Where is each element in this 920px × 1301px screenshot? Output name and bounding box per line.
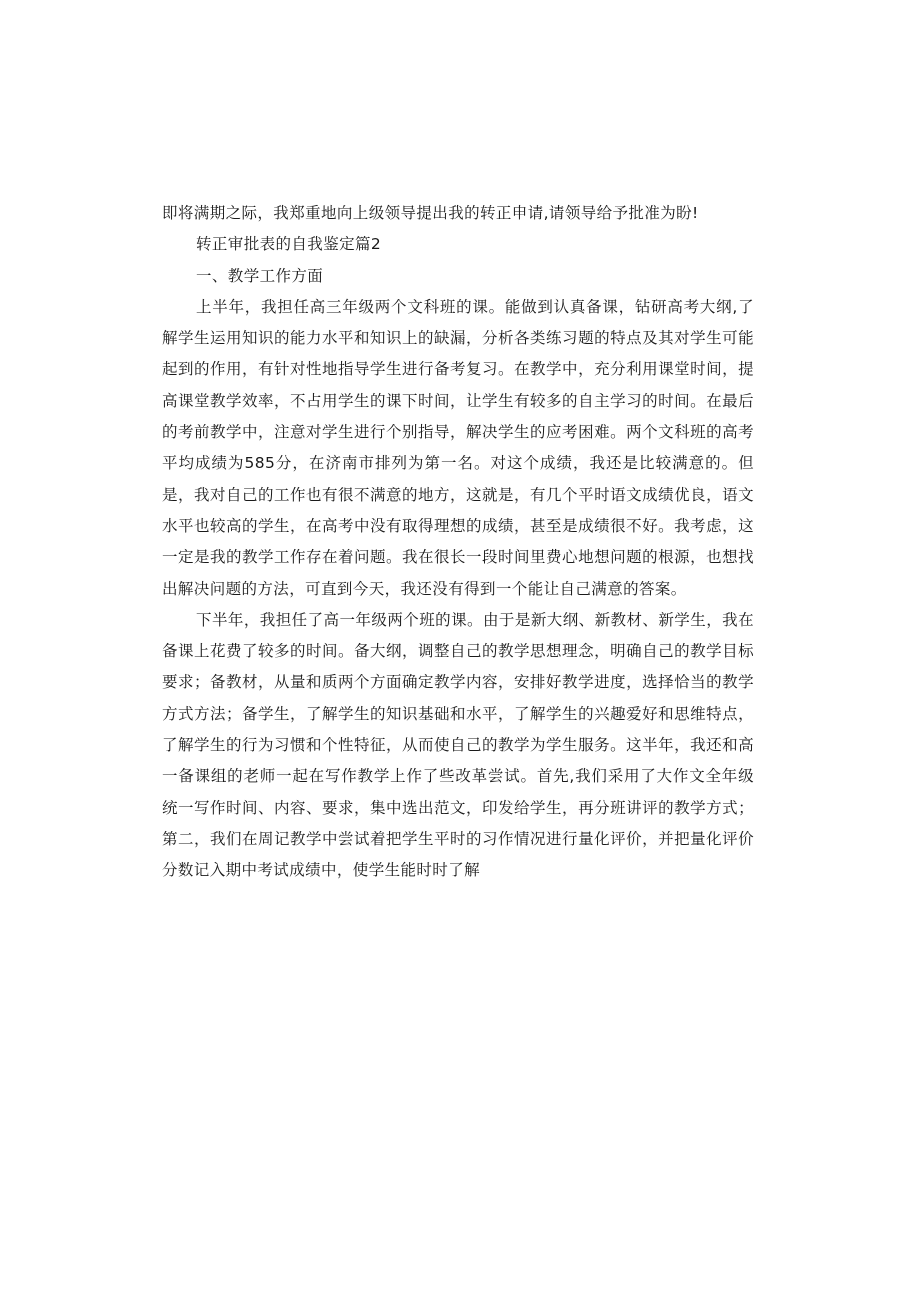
subsection-heading: 一、教学工作方面 [196, 266, 324, 285]
first-half-paragraph: 上半年，我担任高三年级两个文科班的课。能做到认真备课，钻研高考大纲,了解学生运用知识的能力水平和知识上的缺漏，分析各类练习题的特点及其对学生可能起到的作用，有针对性地指导学生进行备考复习。在教学中，充分利用课堂时间，提高课堂教学效率，不占用学生的课下时间，让学生有较多的自主学习的时间。在最后的考前教学中，注意对学生进行个别指导，解决学生的应考困难。两个文科班的高考平均成绩为585分，在济南市排列为第一名。对这个成绩，我还是比较满意的。但是，我对自己的工作也有很不满意的地方，这就是，有几个平时语文成绩优良，语文水平也较高的学生，在高考中没有取得理想的成绩，甚至是成绩很不好。我考虑，这一定是我的教学工作存在着问题。我在很长一段时间里费心地想问题的根源，也想找出解决问题的方法，可直到今天，我还没有得到一个能让自己满意的答案。 [162, 297, 754, 598]
section-title: 转正审批表的自我鉴定篇2 [196, 235, 382, 254]
closing-paragraph: 即将满期之际，我郑重地向上级领导提出我的转正申请,请领导给予批准为盼! [162, 204, 699, 222]
document-page [162, 198, 754, 887]
second-half-paragraph: 下半年，我担任了高一年级两个班的课。由于是新大纲、新教材、新学生，我在备课上花费了较多的时间。备大纲，调整自己的教学思想理念，明确自己的教学目标要求；备教材，从量和质两个方面确定教学内容，安排好教学进度，选择恰当的教学方式方法；备学生，了解学生的知识基础和水平，了解学生的兴趣爱好和思维特点，了解学生的行为习惯和个性特征，从而使自己的教学为学生服务。这半年，我还和高一备课组的老师一起在写作教学上作了些改革尝试。首先,我们采用了大作文全年级统一写作时间、内容、要求，集中选出范文，印发给学生，再分班讲评的教学方式；第二，我们在周记教学中尝试着把学生平时的习作情况进行量化评价，并把量化评价分数记入期中考试成绩中，使学生能时时了解 [162, 610, 754, 880]
